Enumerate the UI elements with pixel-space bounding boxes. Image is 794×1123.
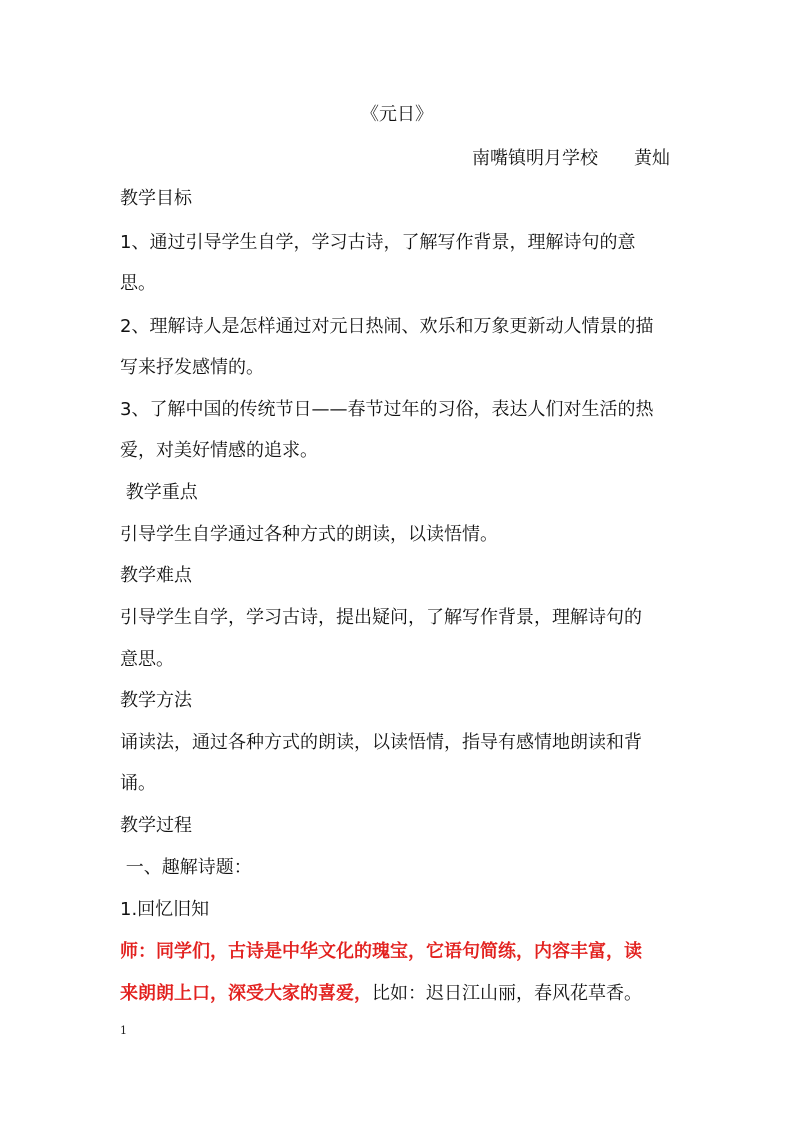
teacher-line-2-highlight: 来朗朗上口，深受大家的喜爱， [120,983,372,1004]
document-title: 《元日》 [361,104,433,125]
difficulty-heading: 教学难点 [120,565,192,586]
author-name: 黄灿 [634,148,670,169]
author-school: 南嘴镇明月学校 [472,148,598,169]
objective-3-line-1: 3、了解中国的传统节日——春节过年的习俗，表达人们对生活的热 [120,399,654,420]
objectives-heading: 教学目标 [120,188,192,209]
keypoint-heading: 教学重点 [120,482,198,503]
objective-3-line-2: 爱，对美好情感的追求。 [120,440,318,461]
objective-2-line-1: 2、理解诗人是怎样通过对元日热闹、欢乐和万象更新动人情景的描 [120,316,654,337]
keypoint-text: 引导学生自学通过各种方式的朗读，以读悟情。 [120,524,498,545]
objective-1-line-2: 思。 [120,273,156,294]
list-item-1: 1.回忆旧知 [120,899,210,920]
objective-2-line-2: 写来抒发感情的。 [120,357,264,378]
difficulty-line-2: 意思。 [120,649,174,670]
teacher-line-2-rest: 比如：迟日江山丽，春风花草香。 [372,983,642,1004]
difficulty-line-1: 引导学生自学，学习古诗，提出疑问，了解写作背景，理解诗句的 [120,607,642,628]
method-line-1: 诵读法，通过各种方式的朗读，以读悟情，指导有感情地朗读和背 [120,732,642,753]
teacher-line-2 [120,982,642,1006]
method-line-2: 诵。 [120,773,156,794]
method-heading: 教学方法 [120,690,192,711]
teacher-line-1: 师：同学们，古诗是中华文化的瑰宝，它语句简练，内容丰富，读 [120,941,642,962]
process-heading: 教学过程 [120,815,192,836]
author-line [472,147,670,171]
page-number: 1 [120,1024,127,1037]
objective-1-line-1: 1、通过引导学生自学，学习古诗，了解写作背景，理解诗句的意 [120,232,636,253]
section-heading-1: 一、趣解诗题： [120,857,252,878]
